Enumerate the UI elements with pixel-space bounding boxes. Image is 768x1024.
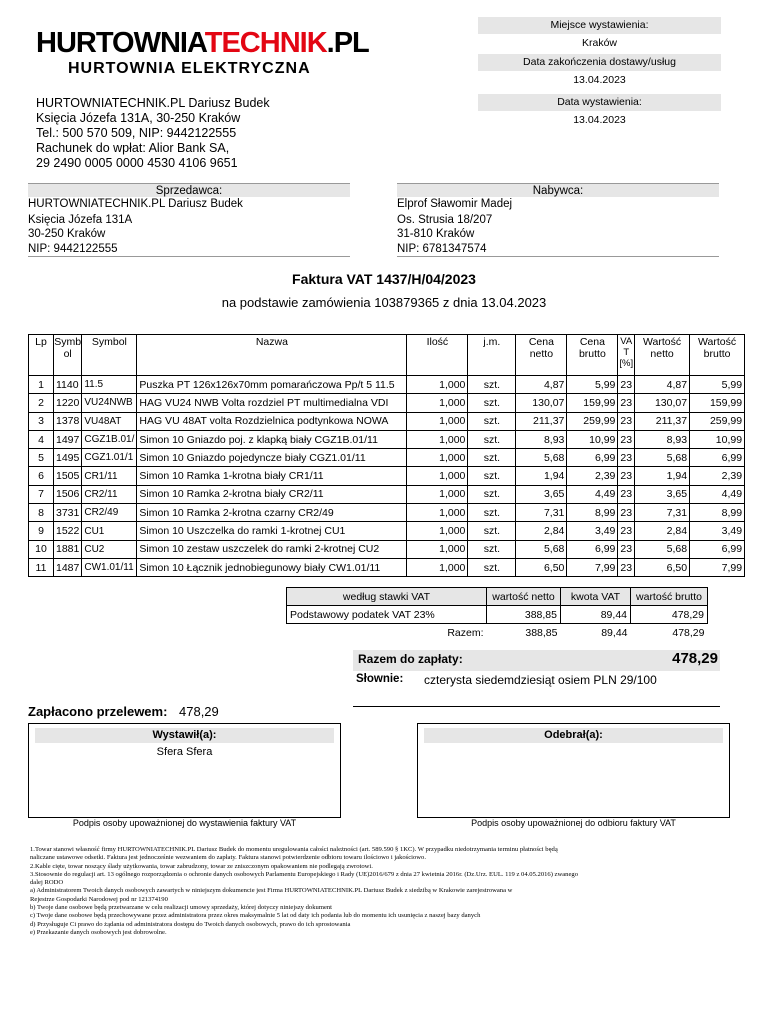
cell-cena-netto: 211,37 xyxy=(516,412,567,430)
vat-rate-row: Podstawowy podatek VAT 23% 388,85 89,44 478,29 xyxy=(287,606,708,624)
header-jm: j.m. xyxy=(468,335,516,376)
cell-wartosc-netto: 5,68 xyxy=(635,540,690,558)
cell-wartosc-brutto: 10,99 xyxy=(690,430,745,448)
table-row xyxy=(29,430,745,448)
issued-by-box: Wystawił(a): Sfera Sfera xyxy=(28,723,341,818)
header-wartosc-brutto: Wartość brutto xyxy=(690,335,745,376)
cell-vat: 23 xyxy=(618,376,635,394)
header-symbol: Symbol xyxy=(82,335,137,376)
cell-symbol: CGZ1B.01/ xyxy=(82,430,137,448)
cell-lp: 2 xyxy=(29,394,54,412)
header-ilosc: Ilość xyxy=(407,335,468,376)
cell-lp: 8 xyxy=(29,504,54,522)
cell-ilosc: 1,000 xyxy=(407,504,468,522)
cell-cena-netto: 130,07 xyxy=(516,394,567,412)
cell-cena-brutto: 259,99 xyxy=(567,412,618,430)
cell-nazwa: Simon 10 zestaw uszczelek do ramki 2-krotnej CU2 xyxy=(137,540,407,558)
table-header-row xyxy=(29,335,745,376)
cell-wartosc-netto: 8,93 xyxy=(635,430,690,448)
cell-nazwa: Simon 10 Gniazdo poj. z klapką biały CGZ1B.01/11 xyxy=(137,430,407,448)
cell-wartosc-brutto: 5,99 xyxy=(690,376,745,394)
divider xyxy=(397,256,719,257)
cell-vat: 23 xyxy=(618,558,635,576)
cell-cena-brutto: 6,99 xyxy=(567,540,618,558)
table-row xyxy=(29,467,745,485)
cell-ilosc: 1,000 xyxy=(407,558,468,576)
items-table xyxy=(28,334,745,577)
cell-cena-brutto: 159,99 xyxy=(567,394,618,412)
table-row xyxy=(29,504,745,522)
header-nazwa: Nazwa xyxy=(137,335,407,376)
cell-cena-netto: 4,87 xyxy=(516,376,567,394)
divider xyxy=(28,256,350,257)
cell-wartosc-netto: 130,07 xyxy=(635,394,690,412)
table-row xyxy=(29,558,745,576)
invoice-subtitle: na podstawie zamówienia 103879365 z dnia 13.04.2023 xyxy=(221,295,547,310)
cell-cena-brutto: 10,99 xyxy=(567,430,618,448)
cell-nazwa: Simon 10 Ramka 1-krotna biały CR1/11 xyxy=(137,467,407,485)
cell-ilosc: 1,000 xyxy=(407,467,468,485)
issued-by-name: Sfera Sfera xyxy=(156,746,213,758)
cell-ilosc: 1,000 xyxy=(407,394,468,412)
cell-vat: 23 xyxy=(618,467,635,485)
cell-wartosc-netto: 211,37 xyxy=(635,412,690,430)
cell-wartosc-netto: 1,94 xyxy=(635,467,690,485)
cell-jm: szt. xyxy=(468,412,516,430)
table-row xyxy=(29,449,745,467)
cell-cena-brutto: 8,99 xyxy=(567,504,618,522)
cell-vat: 23 xyxy=(618,522,635,540)
cell-cena-netto: 6,50 xyxy=(516,558,567,576)
buyer-block: Nabywca: Elprof Sławomir Madej Os. Strusia 18/207 31-810 Kraków NIP: 6781347574 xyxy=(397,183,719,257)
cell-lp: 1 xyxy=(29,376,54,394)
cell-cena-brutto: 5,99 xyxy=(567,376,618,394)
cell-vat: 23 xyxy=(618,540,635,558)
cell-symbol: CU1 xyxy=(82,522,137,540)
to-pay-value: 478,29 xyxy=(672,650,718,667)
header-wartosc-netto: Wartość netto xyxy=(635,335,690,376)
cell-cena-netto: 2,84 xyxy=(516,522,567,540)
vat-summary-table xyxy=(286,587,708,642)
cell-vat: 23 xyxy=(618,412,635,430)
vat-total-row: Razem: 388,85 89,44 478,29 xyxy=(447,626,705,639)
paid-by-transfer-value: 478,29 xyxy=(179,704,219,719)
cell-wartosc-brutto: 6,99 xyxy=(690,540,745,558)
cell-nazwa: Simon 10 Ramka 2-krotna czarny CR2/49 xyxy=(137,504,407,522)
cell-cena-brutto: 4,49 xyxy=(567,485,618,503)
amount-in-words-label: Słownie: xyxy=(356,673,404,685)
cell-wartosc-brutto: 3,49 xyxy=(690,522,745,540)
cell-symb: 3731 xyxy=(54,504,82,522)
cell-symbol: CR2/49 xyxy=(82,504,137,522)
seller-header-info: HURTOWNIATECHNIK.PL Dariusz Budek Księcia Józefa 131A, 30-250 Kraków Tel.: 500 570 509, NIP: 9442122555 Rachunek do wpłat: Alior Bank SA, 29 2490 0005 0000 4530 4106 9651 xyxy=(36,96,270,170)
cell-symb: 1522 xyxy=(54,522,82,540)
cell-symbol: CW1.01/11 xyxy=(82,558,137,576)
cell-nazwa: HAG VU 48AT volta Rozdzielnica podtynkowa NOWA xyxy=(137,412,407,430)
cell-cena-netto: 5,68 xyxy=(516,449,567,467)
cell-ilosc: 1,000 xyxy=(407,522,468,540)
cell-wartosc-brutto: 2,39 xyxy=(690,467,745,485)
header-symb: Symb ol xyxy=(54,335,82,376)
cell-symb: 1495 xyxy=(54,449,82,467)
delivery-date: Data zakończenia dostawy/usług 13.04.2023 xyxy=(478,54,721,90)
cell-ilosc: 1,000 xyxy=(407,540,468,558)
cell-nazwa: Simon 10 Gniazdo pojedyncze biały CGZ1.01/11 xyxy=(137,449,407,467)
cell-wartosc-brutto: 259,99 xyxy=(690,412,745,430)
cell-symbol: VU24NWB xyxy=(82,394,137,412)
company-logo xyxy=(36,27,369,84)
cell-symbol: CR2/11 xyxy=(82,485,137,503)
cell-nazwa: Simon 10 Ramka 2-krotna biały CR2/11 xyxy=(137,485,407,503)
cell-wartosc-netto: 7,31 xyxy=(635,504,690,522)
cell-symb: 1487 xyxy=(54,558,82,576)
cell-vat: 23 xyxy=(618,485,635,503)
seller-block: Sprzedawca: HURTOWNIATECHNIK.PL Dariusz Budek Księcia Józefa 131A 30-250 Kraków NIP: 9442122555 xyxy=(28,183,350,257)
cell-wartosc-brutto: 159,99 xyxy=(690,394,745,412)
cell-symb: 1506 xyxy=(54,485,82,503)
cell-jm: szt. xyxy=(468,540,516,558)
table-row xyxy=(29,540,745,558)
cell-cena-netto: 7,31 xyxy=(516,504,567,522)
cell-ilosc: 1,000 xyxy=(407,376,468,394)
cell-wartosc-brutto: 8,99 xyxy=(690,504,745,522)
cell-symb: 1881 xyxy=(54,540,82,558)
to-pay-label: Razem do zapłaty: xyxy=(358,652,463,666)
cell-ilosc: 1,000 xyxy=(407,430,468,448)
cell-lp: 4 xyxy=(29,430,54,448)
received-by-caption: Podpis osoby upoważnionej do odbioru faktury VAT xyxy=(471,818,676,828)
cell-symb: 1497 xyxy=(54,430,82,448)
logo-wordmark: HURTOWNIATECHNIK.PL xyxy=(36,27,369,59)
cell-vat: 23 xyxy=(618,394,635,412)
vat-header-row: według stawki VAT wartość netto kwota VAT wartość brutto xyxy=(287,588,708,606)
cell-wartosc-netto: 3,65 xyxy=(635,485,690,503)
cell-jm: szt. xyxy=(468,430,516,448)
cell-vat: 23 xyxy=(618,449,635,467)
table-row xyxy=(29,485,745,503)
cell-jm: szt. xyxy=(468,394,516,412)
cell-symb: 1378 xyxy=(54,412,82,430)
cell-ilosc: 1,000 xyxy=(407,449,468,467)
header-lp: Lp xyxy=(29,335,54,376)
cell-jm: szt. xyxy=(468,449,516,467)
cell-ilosc: 1,000 xyxy=(407,412,468,430)
cell-wartosc-brutto: 4,49 xyxy=(690,485,745,503)
cell-lp: 5 xyxy=(29,449,54,467)
cell-symb: 1505 xyxy=(54,467,82,485)
cell-lp: 6 xyxy=(29,467,54,485)
cell-jm: szt. xyxy=(468,467,516,485)
cell-nazwa: Puszka PT 126x126x70mm pomarańczowa Pp/t 5 11.5 xyxy=(137,376,407,394)
cell-jm: szt. xyxy=(468,522,516,540)
cell-ilosc: 1,000 xyxy=(407,485,468,503)
cell-wartosc-brutto: 7,99 xyxy=(690,558,745,576)
cell-wartosc-netto: 5,68 xyxy=(635,449,690,467)
cell-lp: 3 xyxy=(29,412,54,430)
table-row xyxy=(29,376,745,394)
cell-wartosc-netto: 6,50 xyxy=(635,558,690,576)
cell-nazwa: Simon 10 Uszczelka do ramki 1-krotnej CU1 xyxy=(137,522,407,540)
table-row xyxy=(29,522,745,540)
received-by-box: Odebrał(a): xyxy=(417,723,730,818)
cell-jm: szt. xyxy=(468,376,516,394)
cell-cena-brutto: 2,39 xyxy=(567,467,618,485)
invoice-title: Faktura VAT 1437/H/04/2023 xyxy=(292,271,476,287)
table-row xyxy=(29,394,745,412)
cell-cena-brutto: 6,99 xyxy=(567,449,618,467)
header-cena-brutto: Cena brutto xyxy=(567,335,618,376)
cell-symb: 1220 xyxy=(54,394,82,412)
logo-subtitle: HURTOWNIA ELEKTRYCZNA xyxy=(68,60,311,77)
cell-vat: 23 xyxy=(618,430,635,448)
cell-wartosc-netto: 4,87 xyxy=(635,376,690,394)
cell-lp: 9 xyxy=(29,522,54,540)
cell-cena-netto: 3,65 xyxy=(516,485,567,503)
paid-by-transfer-label: Zapłacono przelewem: xyxy=(28,704,168,719)
cell-cena-netto: 8,93 xyxy=(516,430,567,448)
cell-wartosc-brutto: 6,99 xyxy=(690,449,745,467)
cell-jm: szt. xyxy=(468,558,516,576)
issued-by-caption: Podpis osoby upoważnionej do wystawienia faktury VAT xyxy=(72,818,297,828)
cell-nazwa: Simon 10 Łącznik jednobiegunowy biały CW1.01/11 xyxy=(137,558,407,576)
amount-in-words: czterysta siedemdziesiąt osiem PLN 29/100 xyxy=(424,673,657,687)
header-vat: VA T [%] xyxy=(618,335,635,376)
cell-jm: szt. xyxy=(468,504,516,522)
cell-cena-brutto: 3,49 xyxy=(567,522,618,540)
cell-symbol: CR1/11 xyxy=(82,467,137,485)
divider xyxy=(353,706,720,707)
cell-lp: 10 xyxy=(29,540,54,558)
cell-symbol: CU2 xyxy=(82,540,137,558)
issue-date: Data wystawienia: 13.04.2023 xyxy=(478,94,721,130)
cell-symbol: CGZ1.01/1 xyxy=(82,449,137,467)
cell-lp: 7 xyxy=(29,485,54,503)
footer-terms: 1.Towar stanowi własność firmy HURTOWNIATECHNIK.PL Dariusz Budek do momentu uregulowania całości należności (art. 589.590 § 1KC). W przypadku niedotrzymania terminu płatności będą naliczane ustawowe odsetki. Faktura jest jednocześnie wezwaniem do zapłaty. Faktura stanowi potwierdzenie odbioru towaru ilościowo i jakościowo. 2.Kable cięte, towar noszący ślady użytkowania, towar zabrudzony, towar ze zniszczonym opakowaniem nie podlegają zwrotowi. 3.Stosownie do regulacji art. 13 ogólnego rozporządzenia o ochronie danych osobowych Parlamentu Europejskiego i Rady (UE)2016/679 z dnia 27 kwietnia 2016r. (Dz.Urz. EUL. 119 z 04.05.2016) zwanego dalej RODO a) Administratorem Twoich danych osobowych zawartych w niniejszym dokumencie jest Firma HURTOWNIATECHNIK.PL Dariusz Budek z siedzibą w Krakowie zarejestrowana w Rejestrze Gospodarki Narodowej pod nr 121374190 b) Twoje dane osobowe będą przetwarzane w celu realizacji umowy sprzedaży, której dotyczy niniejszy dokument c) Twoje dane osobowe będą przechowywane przez administratora przez okres maksymalnie 5 lat od daty ich podania lub do momentu ich usunięcia z naszej bazy danych d) Przysługuje Ci prawo do żądania od administratora dostępu do Twoich danych osobowych, prawo do ich sprostowania e) Przekazanie danych osobowych jest dobrowolne. xyxy=(30,846,578,936)
cell-jm: szt. xyxy=(468,485,516,503)
place-of-issue: Miejsce wystawienia: Kraków xyxy=(478,17,721,53)
cell-vat: 23 xyxy=(618,504,635,522)
cell-symb: 1140 xyxy=(54,376,82,394)
cell-wartosc-netto: 2,84 xyxy=(635,522,690,540)
cell-nazwa: HAG VU24 NWB Volta rozdziel PT multimedialna VDI xyxy=(137,394,407,412)
cell-lp: 11 xyxy=(29,558,54,576)
cell-symbol: 11.5 xyxy=(82,376,137,394)
header-cena-netto: Cena netto xyxy=(516,335,567,376)
cell-cena-netto: 5,68 xyxy=(516,540,567,558)
cell-cena-netto: 1,94 xyxy=(516,467,567,485)
cell-symbol: VU48AT xyxy=(82,412,137,430)
table-row xyxy=(29,412,745,430)
cell-cena-brutto: 7,99 xyxy=(567,558,618,576)
